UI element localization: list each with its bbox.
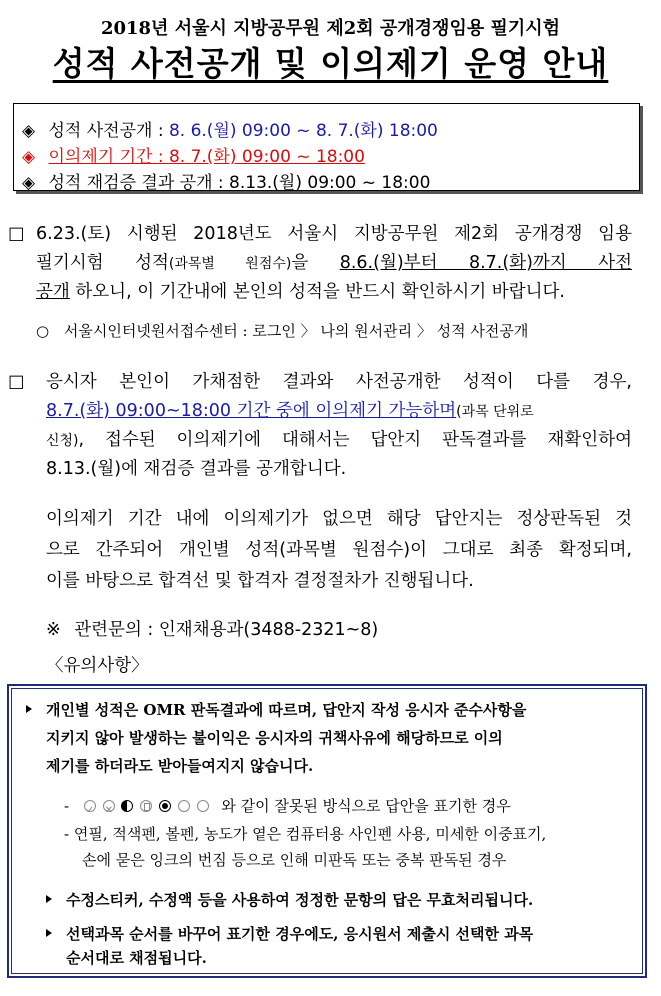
notice-inner <box>11 688 643 974</box>
text: 서울시인터넷원서접수센터 : 로그인 〉 나의 원서관리 〉 성적 사전공개 <box>63 322 529 340</box>
section2-marker: □ <box>8 372 25 392</box>
text: (과목 단위로 <box>456 404 534 420</box>
schedule-item-preview <box>22 116 438 141</box>
triangle-bullet-icon <box>46 929 52 937</box>
triangle-bullet-icon <box>46 895 52 903</box>
section1-line1: 6.23.(토) 시행된 2018년도 서울시 지방공무원 제2회 공개경쟁 임용 <box>36 224 632 244</box>
text: 개인별 성적은 OMR 판독결과에 따르며, 답안지 작성 응시자 준수사항을 <box>46 701 527 719</box>
schedule-label: 성적 사전공개 : <box>48 121 169 141</box>
underlined-text: 8.6.(월)부터 8.7.(화)까지 사전 <box>339 253 632 273</box>
exam-subtitle: 2018년 서울시 지방공무원 제2회 공개경쟁임용 필기시험 <box>100 18 561 39</box>
section2-line3 <box>46 426 632 456</box>
text: 선택과목 순서를 바꾸어 표기한 경우에도, 응시원서 제출시 선택한 과목 <box>66 925 534 943</box>
contact-line <box>46 616 378 645</box>
section2-para2-line3: 이를 바탕으로 합격선 및 합격자 결정절차가 진행됩니다. <box>46 571 474 591</box>
schedule-item-objection <box>22 142 365 167</box>
schedule-value: 8. 6.(월) 09:00 ~ 8. 7.(화) 18:00 <box>168 121 438 141</box>
text: 와 같이 잘못된 방식으로 답안을 표기한 경우 <box>221 797 511 815</box>
dash: - <box>64 797 70 815</box>
section1-sub <box>36 320 528 341</box>
text: 수정스티커, 수정액 등을 사용하여 정정한 문항의 답은 무효처리됩니다. <box>66 891 534 909</box>
objection-period-text: 8.7.(화) 09:00~18:00 기간 중에 이의제기 가능하며 <box>46 401 457 421</box>
text: 필기시험 성적 <box>36 253 169 273</box>
section1-marker: □ <box>8 224 25 244</box>
page-title: 성적 사전공개 및 이의제기 운영 안내 <box>52 44 609 83</box>
section2-para2-line1: 이의제기 기간 내에 이의제기가 없으면 해당 답안지는 정상판독된 것 <box>46 509 632 529</box>
notice-bullet2 <box>46 887 533 913</box>
notice-sub2-line1: - 연필, 적색펜, 볼펜, 농도가 옅은 컴퓨터용 사인펜 사용, 미세한 이중표기, <box>64 825 547 843</box>
schedule-item-recheck <box>22 168 430 193</box>
triangle-bullet-icon <box>26 705 32 713</box>
schedule-value: 8. 7.(화) 09:00 ~ 18:00 <box>168 147 365 167</box>
notice-sub2-line2: 손에 묻은 잉크의 번짐 등으로 인해 미판독 또는 중복 판독된 경우 <box>82 851 507 869</box>
section1-line2 <box>36 249 632 279</box>
diamond-icon: ◈ <box>22 147 36 167</box>
circle-bullet-icon: ○ <box>36 322 50 340</box>
underlined-text: 공개 <box>36 282 70 302</box>
text: (과목별 원점수) <box>168 256 292 272</box>
section2-line1: 응시자 본인이 가채점한 결과와 사전공개한 성적이 다를 경우, <box>46 372 632 392</box>
notice-bullet1-line2: 지키지 않아 발생하는 불이익은 응시자의 귀책사유에 해당하므로 이의 <box>46 729 503 747</box>
schedule-label: 이의제기 기간 : <box>48 147 169 167</box>
notice-sub1 <box>64 793 511 819</box>
diamond-icon: ◈ <box>22 121 36 141</box>
schedule-box <box>13 103 640 191</box>
diamond-icon: ◈ <box>22 173 36 193</box>
section2-line4: 8.13.(월)에 재검증 결과를 공개합니다. <box>46 459 347 479</box>
notice-bullet3 <box>46 921 533 947</box>
text: 신청) <box>46 433 79 449</box>
notice-bullet1 <box>26 697 526 723</box>
notice-bullet1-line3: 제기를 하더라도 받아들여지지 않습니다. <box>46 757 314 775</box>
notes-heading: 〈유의사항〉 <box>46 656 149 676</box>
notice-box <box>7 684 647 978</box>
text: 하오니, 이 기간내에 본인의 성적을 반드시 확인하시기 바랍니다. <box>69 282 565 302</box>
reference-mark-icon: ※ <box>46 620 61 640</box>
section2-line2 <box>46 397 534 427</box>
wrong-marking-examples-icon: ✓ ✕ <box>84 797 215 815</box>
text: , 접수된 이의제기에 대해서는 답안지 판독결과를 재확인하여 <box>78 430 632 450</box>
schedule-objection-text <box>48 147 364 167</box>
notice-bullet3-line2: 순서대로 채점됩니다. <box>66 949 207 967</box>
schedule-value: 8.13.(월) 09:00 ~ 18:00 <box>229 173 431 193</box>
contact-text: 관련문의 : 인재채용과(3488-2321~8) <box>74 620 379 640</box>
schedule-label: 성적 재검증 결과 공개 : <box>48 173 230 193</box>
section2-para2-line2: 으로 간주되어 개인별 성적(과목별 원점수)이 그대로 최종 확정되며, <box>46 540 632 560</box>
section1-line3 <box>36 278 565 307</box>
text: 을 <box>291 253 340 273</box>
